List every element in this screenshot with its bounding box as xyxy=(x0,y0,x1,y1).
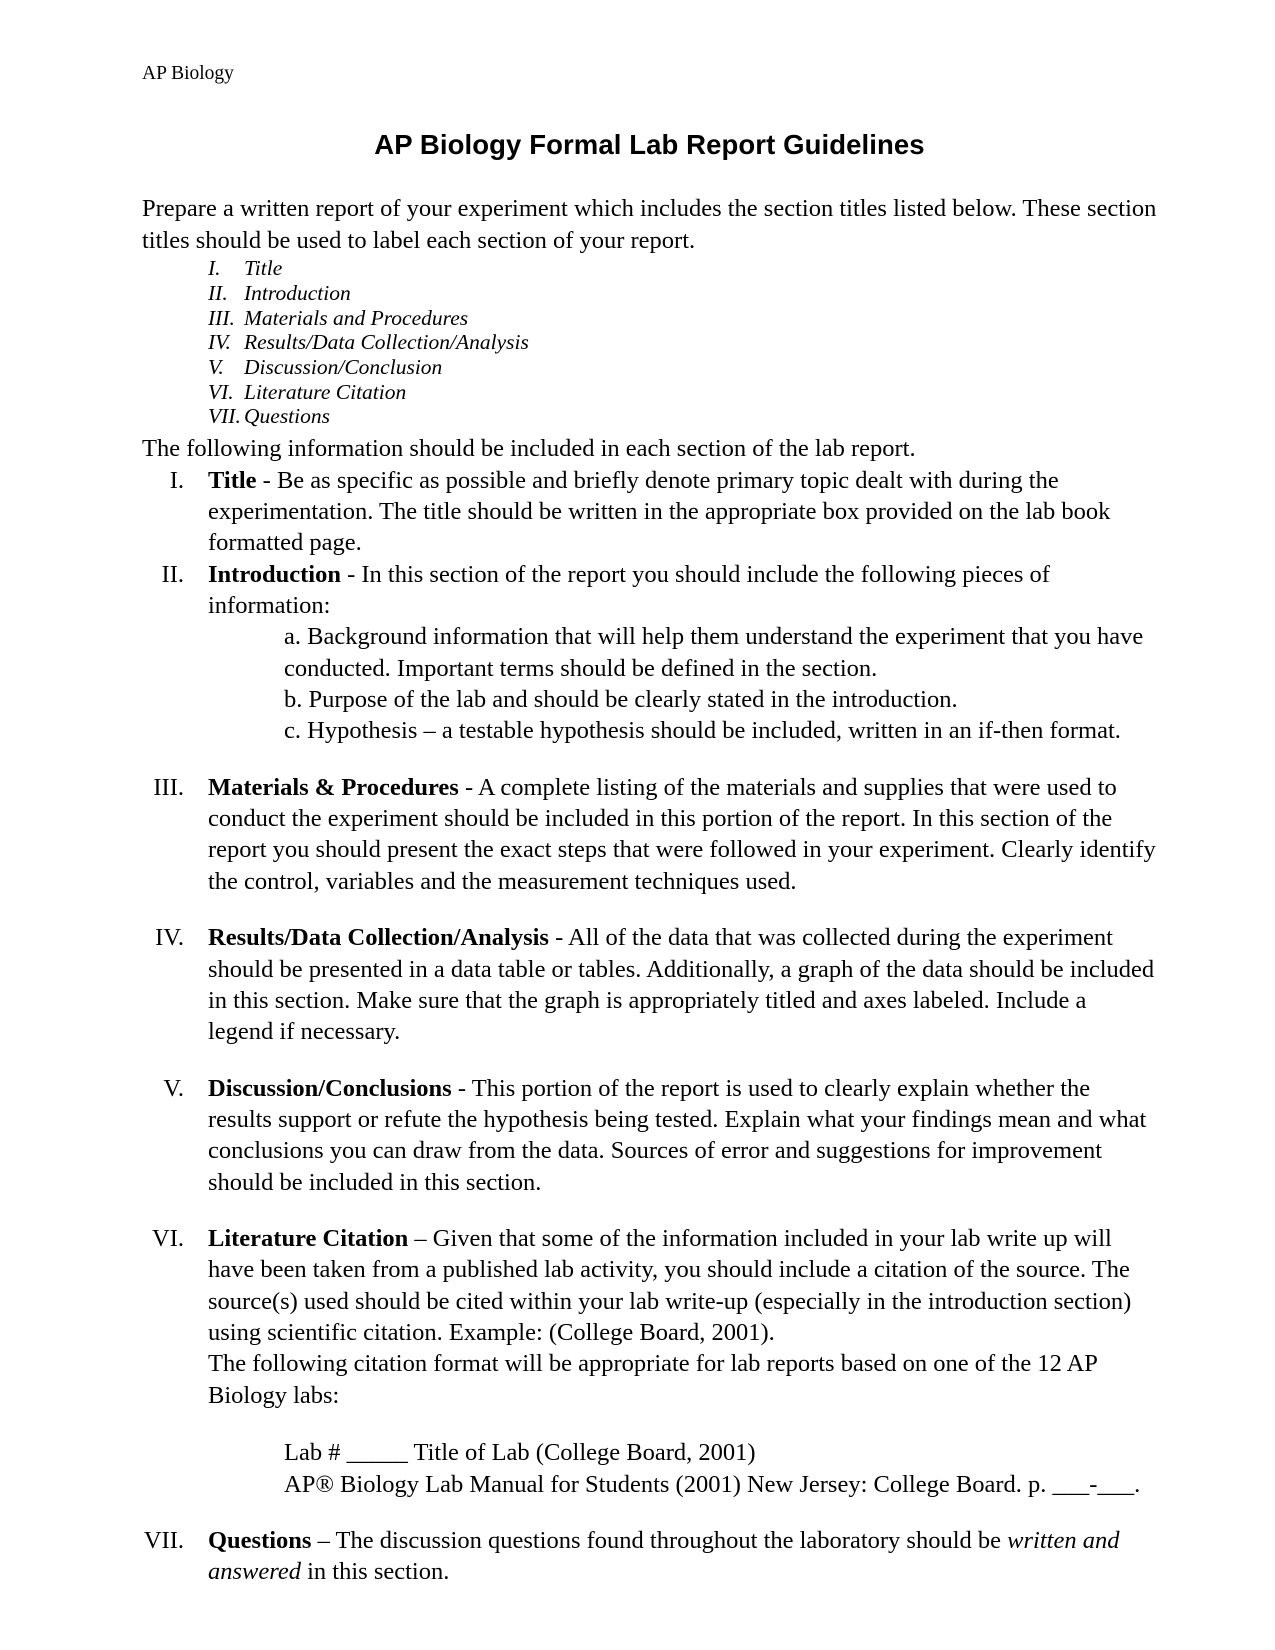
section-numeral: IV. xyxy=(155,924,184,952)
section-paragraph xyxy=(208,559,1157,622)
section-paragraph xyxy=(208,465,1157,559)
section-paragraph xyxy=(208,1073,1157,1198)
toc-item-numeral: V. xyxy=(208,354,224,379)
section-text: - In this section of the report you should include the following pieces of information: xyxy=(208,560,1050,619)
section-term: Introduction xyxy=(208,560,341,588)
toc-item-numeral: I. xyxy=(208,256,221,281)
section-text: - Be as specific as possible and briefly denote primary topic dealt with during the experimentation. The title should be written in the appropriate box provided on the lab book formatted page. xyxy=(208,466,1111,557)
section-text-emphasis: written and answered xyxy=(208,1526,1120,1586)
section-list xyxy=(142,465,1157,1588)
toc-item-label: Questions xyxy=(244,404,330,429)
citation-line: AP® Biology Lab Manual for Students (2001) New Jersey: College Board. p. ___-___. xyxy=(284,1470,1141,1498)
toc-item-label: Literature Citation xyxy=(244,379,407,404)
toc-item xyxy=(208,306,1157,331)
section-results xyxy=(142,922,1157,1047)
citation-example-list xyxy=(208,1437,1157,1500)
section-sublist xyxy=(208,621,1157,746)
citation-intro: The following citation format will be appropriate for lab reports based on one of the 12 AP Biology labs: xyxy=(208,1350,1098,1409)
section-term: Results/Data Collection/Analysis xyxy=(208,924,549,952)
section-questions xyxy=(142,1525,1157,1588)
toc-item-numeral: IV. xyxy=(208,330,231,355)
toc-item-label: Results/Data Collection/Analysis xyxy=(244,330,529,355)
section-text-after: in this section. xyxy=(301,1558,450,1586)
section-term: Literature Citation xyxy=(208,1225,409,1253)
toc-item xyxy=(208,355,1157,380)
section-text: - A complete listing of the materials and supplies that were used to conduct the experiment should be included in this portion of the report. In this section of the report you should present the exact steps that were followed in your experiment. Clearly identify the control, variables and the measurement techniques used. xyxy=(208,773,1156,895)
toc-item xyxy=(208,256,1157,281)
section-text: - This portion of the report is used to clearly explain whether the results support or refute the hypothesis being tested. Explain what your findings mean and what conclusions you can draw from the data. Sources of error and suggestions for improvement should be included in this section. xyxy=(208,1074,1147,1196)
section-term: Discussion/Conclusions xyxy=(208,1074,452,1102)
toc-item xyxy=(208,330,1157,355)
running-head: AP Biology xyxy=(142,63,234,84)
section-numeral: VII. xyxy=(143,1526,184,1554)
section-numeral: VI. xyxy=(152,1225,184,1253)
toc-item xyxy=(208,404,1157,429)
section-numeral: III. xyxy=(153,773,184,801)
toc-item-label: Introduction xyxy=(244,280,351,305)
toc-item-numeral: VI. xyxy=(208,379,234,404)
toc-item xyxy=(208,380,1157,405)
section-paragraph xyxy=(208,1223,1157,1348)
toc-item-label: Title xyxy=(244,256,283,281)
toc-item-label: Materials and Procedures xyxy=(244,305,469,330)
section-literature-citation xyxy=(142,1223,1157,1500)
section-term: Materials & Procedures xyxy=(208,773,459,801)
section-text-before: – The discussion questions found throughout the laboratory should be xyxy=(311,1526,1008,1554)
toc-item-numeral: III. xyxy=(208,305,235,330)
toc-item-numeral: VII. xyxy=(208,404,241,429)
sublist-item: c. Hypothesis – a testable hypothesis should be included, written in an if-then format. xyxy=(284,717,1121,745)
lead-line: The following information should be included in each section of the lab report. xyxy=(142,435,916,463)
section-paragraph xyxy=(208,1525,1157,1588)
section-body xyxy=(208,1223,1157,1500)
toc-item-label: Discussion/Conclusion xyxy=(244,354,443,379)
citation-line: Lab # _____ Title of Lab (College Board, 2001) xyxy=(284,1439,756,1467)
section-body xyxy=(208,465,1157,559)
section-term: Title xyxy=(208,466,257,494)
toc-item-numeral: II. xyxy=(208,280,228,305)
intro-paragraph: Prepare a written report of your experiment which includes the section titles listed below. These section titles should be used to label each section of your report. xyxy=(142,195,1157,254)
section-paragraph xyxy=(208,922,1157,1047)
section-term: Questions xyxy=(208,1526,312,1554)
section-body xyxy=(208,922,1157,1047)
section-text: – Given that some of the information included in your lab write up will have been taken from a published lab activity, you should include a citation of the source. The source(s) used should be cited within your lab write-up (especially in the introduction section) using scientific citation. Example: (College Board, 2001). xyxy=(208,1225,1132,1347)
section-body xyxy=(208,559,1157,747)
sublist-item: a. Background information that will help them understand the experiment that you have conducted. Important terms should be defined in the section. xyxy=(284,623,1144,682)
table-of-contents xyxy=(142,256,1157,429)
section-numeral: I. xyxy=(169,466,184,494)
sublist-item: b. Purpose of the lab and should be clearly stated in the introduction. xyxy=(284,686,958,714)
section-body xyxy=(208,1525,1157,1588)
page-title: AP Biology Formal Lab Report Guidelines xyxy=(374,129,925,161)
toc-item xyxy=(208,281,1157,306)
section-body xyxy=(208,1073,1157,1198)
section-introduction xyxy=(142,559,1157,747)
section-discussion xyxy=(142,1073,1157,1198)
section-materials-procedures xyxy=(142,772,1157,897)
section-body xyxy=(208,772,1157,897)
section-text: - All of the data that was collected during the experiment should be presented in a data table or tables. Additionally, a graph of the data should be included in this section. Make sure that the graph is appropriately titled and axes labeled. Include a legend if necessary. xyxy=(208,924,1155,1046)
section-title xyxy=(142,465,1157,559)
section-numeral: II. xyxy=(161,560,184,588)
section-numeral: V. xyxy=(163,1074,184,1102)
section-paragraph xyxy=(208,772,1157,897)
